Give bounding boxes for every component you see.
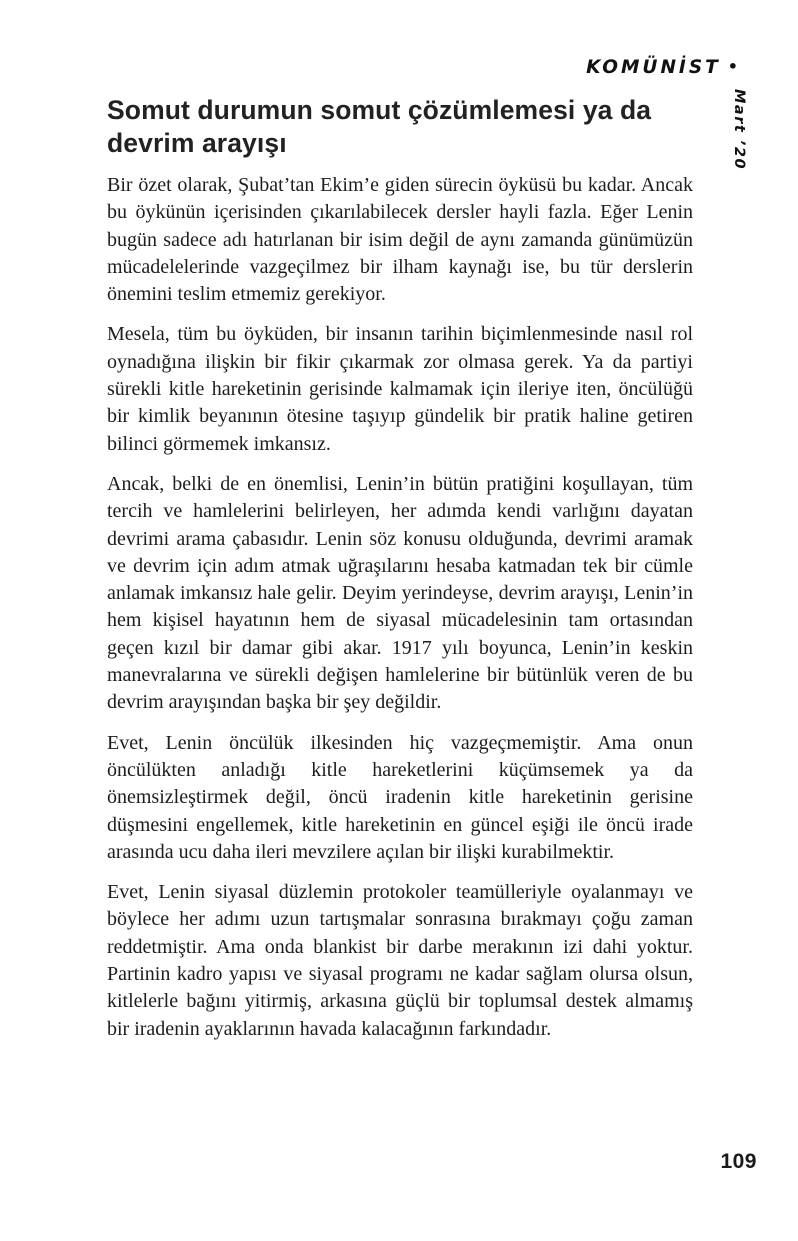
page-number: 109 (720, 1150, 757, 1173)
article-body (107, 172, 693, 1043)
masthead-bullet-icon: • (727, 57, 738, 76)
paragraph: Evet, Lenin öncülük ilkesinden hiç vazgeçmemiştir. Ama onun öncülükten anladığı kitle hareketlerini küçümsemek ya da önemsizleştirmek değil, öncü iradenin kitle hareketinin gerisine düşmesini engellemek, kitle hareketinin en güncel eşiği ile öncü irade arasında ucu daha ileri mevzilere açılan bir ilişki kurabilmektir. (107, 731, 693, 863)
paragraph: Ancak, belki de en önemlisi, Lenin’in bütün pratiğini koşullayan, tüm tercih ve hamlelerini belirleyen, her adımda kendi varlığını dayatan devrimi arama çabasıdır. Lenin söz konusu olduğunda, devrimi aramak ve devrim için adım atmak uğraşılarını hesaba katmadan tek bir cümle anlamak imkansız hale gelir. Deyim yerindeyse, devrim arayışı, Lenin’in hem kişisel hayatının hem de siyasal mücadelesinin tam ortasından geçen kızıl bir damar gibi akar. 1917 yılı boyunca, Lenin’in keskin manevralarına ve sürekli değişen hamlelerine bir bütünlük veren de bu devrim arayışından başka bir şey değildir. (107, 472, 693, 714)
journal-masthead (586, 57, 738, 78)
paragraph: Bir özet olarak, Şubat’tan Ekim’e giden sürecin öyküsü bu kadar. Ancak bu öykünün içerisinden çıkarılabilecek dersler hayli fazla. Eğer Lenin bugün sadece adı hatırlanan bir isim değil de aynı zamanda günümüzün mücadelelerinde vazgeçilmez bir ilham kaynağı ise, bu tür derslerin önemini teslim etmemiz gerekiyor. (107, 174, 693, 306)
journal-title: KOMÜNİST (586, 57, 721, 78)
issue-date-vertical: Mart ’20 (731, 89, 747, 171)
paragraph: Mesela, tüm bu öyküden, bir insanın tarihin biçimlenmesinde nasıl rol oynadığına ilişkin bir fikir çıkarmak zor olmasa gerek. Ya da partiyi sürekli kitle hareketinin gerisinde kalmamak için ileriye iten, öncülüğü bir kimlik beyanının ötesine taşıyıp gündelik bir pratik haline getiren bilinci görmemek imkansız. (107, 323, 693, 455)
paragraph: Evet, Lenin siyasal düzlemin protokoler teamülleriyle oyalanmayı ve böylece her adımı uzun tartışmalar sonrasına bırakmayı çoğu zaman reddetmiştir. Ama onda blankist bir darbe merakının izi dahi yoktur. Partinin kadro yapısı ve siyasal programı ne kadar sağlam olursa olsun, kitlelerle bağını yitirmiş, arkasına güçlü bir toplumsal destek almamış bir iradenin ayaklarının havada kalacağının farkındadır. (107, 881, 693, 1040)
article-title: Somut durumun somut çözümlemesi ya da devrim arayışı (107, 95, 652, 158)
